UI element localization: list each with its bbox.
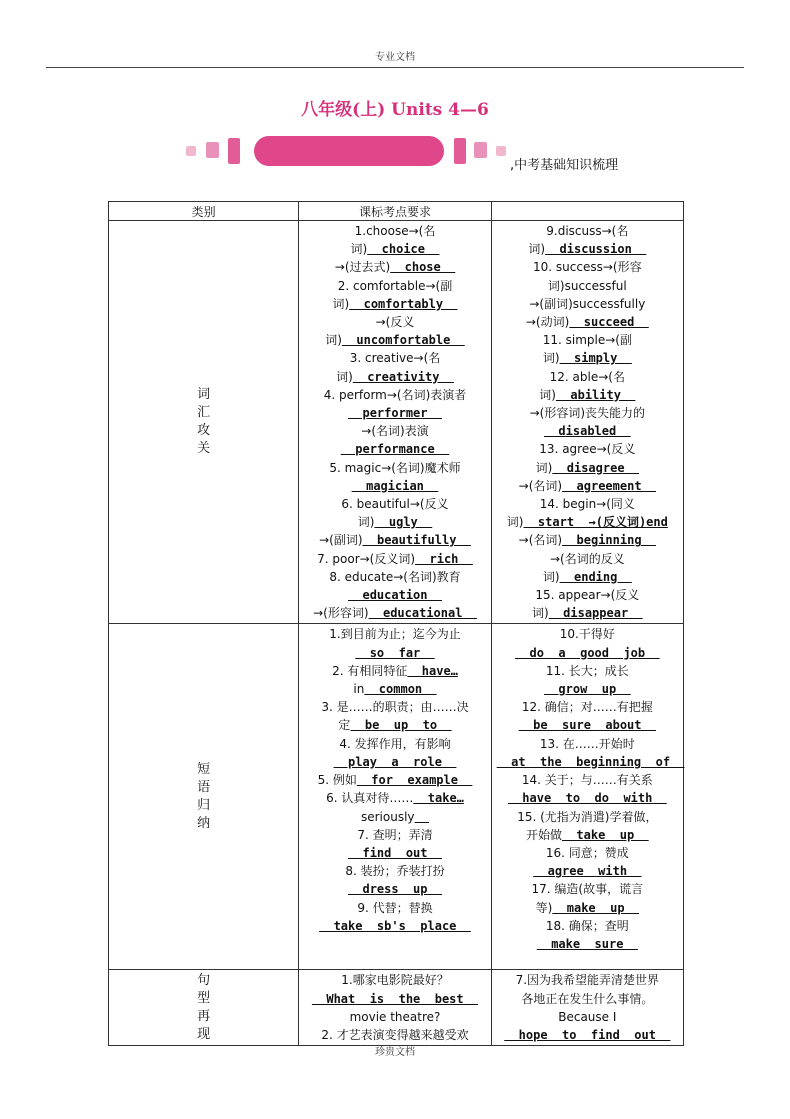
content-line: disabled xyxy=(543,424,631,439)
content-line: 3. 是……的职责；由……决 xyxy=(321,700,469,715)
left-content-cell xyxy=(299,624,491,970)
content-line: →(副词) beautifully xyxy=(319,533,471,548)
content-line: 词) disappear xyxy=(532,606,643,621)
banner-pill xyxy=(254,136,444,166)
content-line: 词) comfortably xyxy=(332,296,458,311)
content-line: 14. 关于；与……有关系 xyxy=(521,773,653,788)
content-line: 1.到目前为止；迄今为止 xyxy=(329,627,461,642)
content-line: 5. magic→(名词)魔术师 xyxy=(329,460,461,475)
content-line: performer xyxy=(348,406,442,421)
category-char: 再 xyxy=(197,1008,211,1024)
content-line: →(反义 xyxy=(375,315,415,330)
content-line: do a good job xyxy=(515,645,660,660)
content-line: hope to find out xyxy=(504,1028,671,1043)
content-line: 等) make up xyxy=(535,900,640,915)
header-divider xyxy=(46,67,744,68)
banner-square-2 xyxy=(206,142,219,158)
content-line: 12. 确信；对……有把握 xyxy=(521,700,653,715)
content-line: 6. beautiful→(反义 xyxy=(341,497,449,512)
category-cell xyxy=(109,624,299,970)
content-line: 1.哪家电影院最好？ xyxy=(341,973,449,988)
content-line: 4. perform→(名词)表演者 xyxy=(323,387,467,402)
content-line: 8. 装扮；乔装打扮 xyxy=(345,864,445,879)
table-row xyxy=(109,970,684,1046)
page-title: 八年级(上) Units 4—6 xyxy=(301,100,489,120)
content-line: take sb's place xyxy=(319,918,471,933)
content-line: 词) ugly xyxy=(357,515,433,530)
content-line: 7. poor→(反义词) rich xyxy=(317,551,473,566)
banner-square-6 xyxy=(496,146,506,156)
content-line: 6. 认真对待…… take… xyxy=(326,791,464,806)
content-line: 2. comfortable→(副 xyxy=(337,278,453,293)
banner-square-3 xyxy=(228,138,240,164)
content-line: →(过去式) chose xyxy=(334,260,456,275)
content-line: →(名词) beginning xyxy=(518,533,656,548)
content-line: 词) simply xyxy=(542,351,632,366)
header-category: 类别 xyxy=(109,202,299,221)
content-line: 词) ability xyxy=(539,387,636,402)
content-line: 5. 例如 for example xyxy=(317,773,473,788)
content-line: 2. 有相同特征 have… xyxy=(332,663,458,678)
category-char: 词 xyxy=(197,387,211,403)
content-line: make sure xyxy=(536,936,638,951)
banner-text: ,中考基础知识梳理 xyxy=(510,158,619,173)
content-line: 9.discuss→(名 xyxy=(546,224,629,238)
content-line: 3. creative→(名 xyxy=(349,351,441,366)
content-line: 13. agree→(反义 xyxy=(539,442,636,457)
content-line: →(名词的反义 xyxy=(549,551,625,566)
content-line: →(形容词)丧失能力的 xyxy=(529,406,646,421)
content-line: 18. 确保；查明 xyxy=(545,918,629,933)
category-char: 语 xyxy=(197,779,211,795)
content-line: →(名词)表演 xyxy=(361,424,429,439)
content-line: →(动词) succeed xyxy=(525,315,649,330)
banner-square-5 xyxy=(474,142,487,158)
content-line: Because I xyxy=(558,1009,617,1024)
left-content-cell xyxy=(299,970,491,1046)
content-line: 7.因为我希望能弄清楚世界 xyxy=(515,973,660,988)
content-line: performance xyxy=(340,442,450,457)
content-line: 词) uncomfortable xyxy=(325,333,465,348)
content-line: at the beginning of xyxy=(496,754,685,769)
content-line: 词) start →(反义词)end xyxy=(506,515,668,530)
content-line: 7. 查明；弄清 xyxy=(357,827,433,842)
content-line: seriously xyxy=(360,809,415,824)
content-line: 16. 同意；赞成 xyxy=(545,845,629,860)
category-char: 攻 xyxy=(197,423,211,439)
content-line: →(名词) agreement xyxy=(518,478,656,493)
table-row xyxy=(109,221,684,624)
category-char: 纳 xyxy=(197,815,211,831)
right-content-cell xyxy=(491,970,683,1046)
content-line: 9. 代替；替换 xyxy=(357,900,433,915)
content-line: dress up xyxy=(348,882,442,897)
category-char: 型 xyxy=(197,990,211,1006)
content-line: 词) discussion xyxy=(528,242,647,257)
banner-square-4 xyxy=(454,138,466,164)
content-line: magician xyxy=(351,478,439,493)
category-char: 汇 xyxy=(197,405,211,421)
right-content-cell xyxy=(491,221,683,624)
content-line: education xyxy=(348,588,442,603)
knowledge-table xyxy=(108,201,684,1046)
content-line: 15. (尤指为消遣)学着做， xyxy=(517,809,658,824)
content-line: →(副词)successfully xyxy=(529,296,646,311)
header-blank xyxy=(491,202,683,221)
content-line: 10.干得好 xyxy=(559,627,615,642)
content-line: 11. 长大；成长 xyxy=(545,663,629,678)
content-line: 4. 发挥作用，有影响 xyxy=(339,736,451,751)
content-line: find out xyxy=(348,845,442,860)
category-char: 现 xyxy=(197,1026,211,1042)
content-line: →(形容词) educational xyxy=(313,606,477,621)
content-line: grow up xyxy=(543,682,631,697)
content-line: 定 be up to xyxy=(338,718,452,733)
content-line: in common xyxy=(353,682,437,697)
table-header-row xyxy=(109,202,684,221)
content-line: 13. 在……开始时 xyxy=(539,736,635,751)
content-line: 2. 才艺表演变得越来越受欢 xyxy=(321,1028,469,1043)
content-line: 11. simple→(副 xyxy=(542,333,632,348)
category-char: 归 xyxy=(197,797,211,813)
content-line: 10. success→(形容 xyxy=(533,260,642,275)
content-line: movie theatre? xyxy=(349,1009,441,1024)
content-line: 15. appear→(反义 xyxy=(535,588,640,603)
content-line: 开始做 take up xyxy=(525,827,649,842)
content-line: 词) ending xyxy=(542,569,632,584)
content-line: play a role xyxy=(333,754,457,769)
content-line: 词) creativity xyxy=(336,369,454,384)
left-content-cell xyxy=(299,221,491,624)
content-line: agree with xyxy=(533,864,642,879)
content-line: What is the best xyxy=(311,991,479,1006)
page-header: 专业文档 xyxy=(375,52,415,63)
category-cell xyxy=(109,221,299,624)
content-line: 各地正在发生什么事情。 xyxy=(521,991,654,1006)
content-line: 14. begin→(同义 xyxy=(539,497,635,512)
content-line: 词) disagree xyxy=(535,460,640,475)
content-line: 8. educate→(名词)教育 xyxy=(329,569,461,584)
banner-square-1 xyxy=(186,146,196,156)
page-footer: 珍贵文档 xyxy=(375,1047,415,1058)
content-line: 词) choice xyxy=(350,242,440,257)
content-line: have to do with xyxy=(507,791,667,806)
right-content-cell xyxy=(491,624,683,970)
content-line: 1.choose→(名 xyxy=(354,224,436,238)
category-char: 短 xyxy=(197,761,211,777)
table-row xyxy=(109,624,684,970)
content-line: be sure about xyxy=(518,718,656,733)
category-cell xyxy=(109,970,299,1046)
category-char: 句 xyxy=(197,972,211,988)
header-requirements: 课标考点要求 xyxy=(299,202,491,221)
content-line: 17. 编造(故事，谎言 xyxy=(531,882,644,897)
category-char: 关 xyxy=(197,441,211,457)
content-line: so far xyxy=(355,645,435,660)
content-line: 12. able→(名 xyxy=(549,369,625,384)
section-banner xyxy=(186,136,516,168)
content-line: 词)successful xyxy=(547,278,627,293)
